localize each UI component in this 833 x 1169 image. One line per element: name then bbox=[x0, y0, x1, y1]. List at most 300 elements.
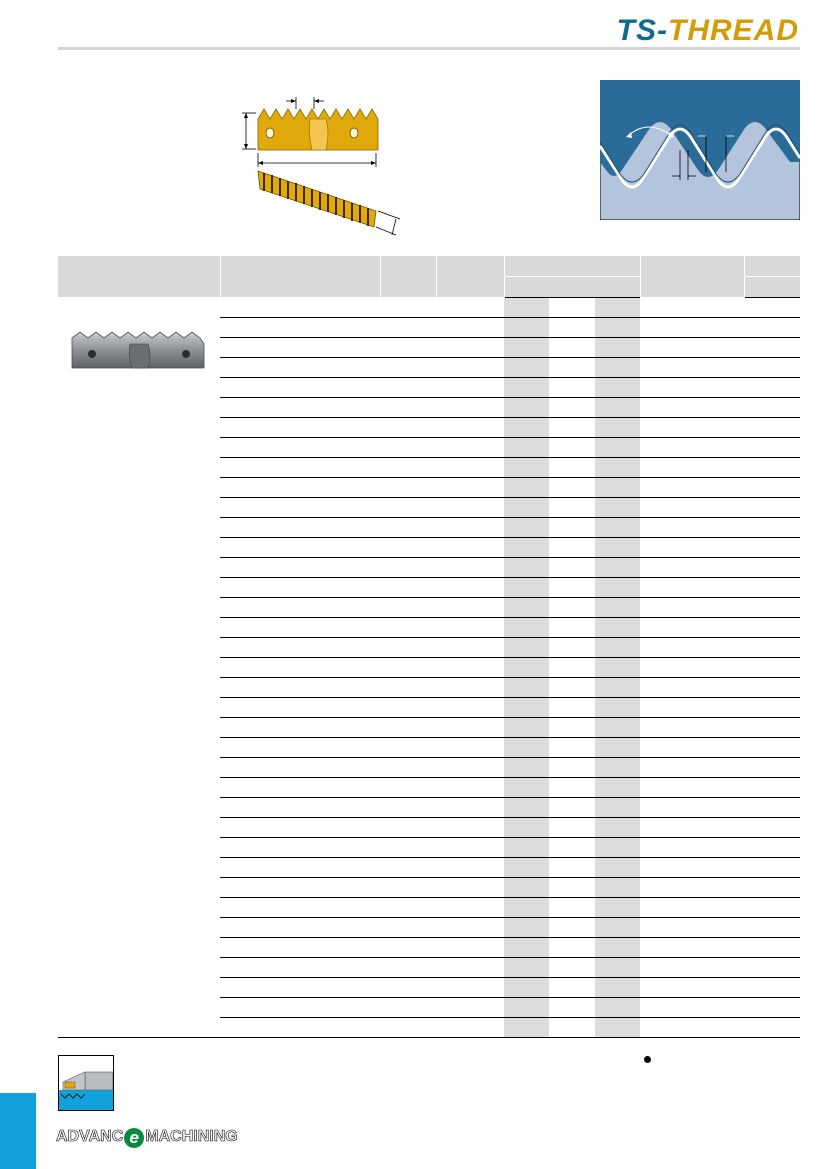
table-cell bbox=[504, 1018, 549, 1038]
header-cell bbox=[220, 256, 380, 298]
table-cell bbox=[436, 418, 504, 438]
table-cell bbox=[504, 718, 549, 738]
table-cell bbox=[220, 598, 380, 618]
table-cell bbox=[380, 498, 436, 518]
table-cell bbox=[549, 758, 595, 778]
table-cell bbox=[436, 378, 504, 398]
logo-prefix: TS- bbox=[616, 14, 668, 47]
table-cell bbox=[595, 338, 640, 358]
table-cell bbox=[436, 598, 504, 618]
table-cell bbox=[744, 1018, 800, 1038]
table-cell bbox=[549, 378, 595, 398]
table-cell bbox=[504, 738, 549, 758]
table-cell bbox=[504, 798, 549, 818]
table-cell bbox=[744, 418, 800, 438]
table-cell bbox=[549, 518, 595, 538]
table-cell bbox=[504, 918, 549, 938]
table-cell bbox=[640, 798, 744, 818]
table-cell bbox=[220, 298, 380, 318]
table-cell bbox=[640, 818, 744, 838]
table-cell bbox=[380, 978, 436, 998]
table-cell bbox=[640, 358, 744, 378]
table-cell bbox=[744, 598, 800, 618]
stock-bullet-icon bbox=[644, 1056, 651, 1063]
table-cell bbox=[595, 978, 640, 998]
table-cell bbox=[436, 718, 504, 738]
table-body bbox=[58, 298, 800, 1038]
table-cell bbox=[220, 778, 380, 798]
table-cell bbox=[595, 918, 640, 938]
header-cell bbox=[436, 256, 504, 298]
table-cell bbox=[595, 498, 640, 518]
table-cell bbox=[549, 1018, 595, 1038]
table-cell bbox=[436, 758, 504, 778]
table-cell bbox=[436, 998, 504, 1018]
table-cell bbox=[744, 718, 800, 738]
table-cell bbox=[220, 378, 380, 398]
table-cell bbox=[640, 498, 744, 518]
table-cell bbox=[640, 878, 744, 898]
table-cell bbox=[744, 898, 800, 918]
table-cell bbox=[640, 958, 744, 978]
table-cell bbox=[504, 878, 549, 898]
table-cell bbox=[436, 898, 504, 918]
table-cell bbox=[380, 678, 436, 698]
table-cell bbox=[220, 818, 380, 838]
table-cell bbox=[220, 518, 380, 538]
section-tab bbox=[0, 1093, 36, 1169]
table-cell bbox=[744, 758, 800, 778]
table-cell bbox=[595, 598, 640, 618]
table-cell bbox=[640, 438, 744, 458]
header-rule bbox=[58, 47, 800, 50]
table-cell bbox=[436, 398, 504, 418]
table-cell bbox=[744, 638, 800, 658]
table-cell bbox=[380, 998, 436, 1018]
table-cell bbox=[549, 678, 595, 698]
table-cell bbox=[504, 298, 549, 318]
table-cell bbox=[436, 518, 504, 538]
brand-left: ADVANC bbox=[56, 1128, 124, 1145]
table-cell bbox=[436, 578, 504, 598]
table-cell bbox=[220, 738, 380, 758]
table-cell bbox=[595, 838, 640, 858]
table-cell bbox=[436, 338, 504, 358]
table-cell bbox=[436, 958, 504, 978]
table-cell bbox=[549, 598, 595, 618]
table-cell bbox=[549, 318, 595, 338]
table-cell bbox=[220, 638, 380, 658]
table-cell bbox=[504, 418, 549, 438]
table-cell bbox=[380, 378, 436, 398]
header-cell bbox=[744, 256, 800, 277]
table-cell bbox=[504, 458, 549, 478]
table-cell bbox=[595, 458, 640, 478]
table-cell bbox=[549, 298, 595, 318]
table-cell bbox=[380, 938, 436, 958]
table-cell bbox=[640, 678, 744, 698]
table-cell bbox=[380, 918, 436, 938]
table-cell bbox=[380, 1018, 436, 1038]
table-cell bbox=[549, 938, 595, 958]
table-cell bbox=[744, 378, 800, 398]
table-cell bbox=[380, 478, 436, 498]
table-cell bbox=[380, 398, 436, 418]
table-cell bbox=[380, 538, 436, 558]
table-cell bbox=[436, 498, 504, 518]
table-cell bbox=[744, 958, 800, 978]
table-cell bbox=[380, 758, 436, 778]
table-cell bbox=[220, 698, 380, 718]
table-cell bbox=[436, 538, 504, 558]
table-cell bbox=[380, 598, 436, 618]
table-cell bbox=[549, 658, 595, 678]
table-cell bbox=[380, 298, 436, 318]
table-cell bbox=[640, 758, 744, 778]
table-cell bbox=[744, 938, 800, 958]
table-cell bbox=[436, 818, 504, 838]
table-cell bbox=[744, 818, 800, 838]
table-cell bbox=[380, 958, 436, 978]
brand-e-icon: e bbox=[124, 1128, 144, 1148]
table-cell bbox=[220, 358, 380, 378]
table-cell bbox=[504, 858, 549, 878]
table-cell bbox=[744, 478, 800, 498]
table-cell bbox=[380, 698, 436, 718]
table-cell bbox=[640, 318, 744, 338]
table-cell bbox=[595, 738, 640, 758]
table-cell bbox=[744, 498, 800, 518]
table-cell bbox=[549, 578, 595, 598]
table-cell bbox=[640, 918, 744, 938]
table-cell bbox=[504, 658, 549, 678]
table-cell bbox=[595, 518, 640, 538]
table-cell bbox=[640, 298, 744, 318]
table-cell bbox=[504, 398, 549, 418]
table-cell bbox=[220, 538, 380, 558]
table-cell bbox=[744, 698, 800, 718]
table-cell bbox=[436, 798, 504, 818]
table-cell bbox=[595, 958, 640, 978]
table-cell bbox=[504, 538, 549, 558]
table-cell bbox=[595, 298, 640, 318]
table-cell bbox=[549, 918, 595, 938]
table-cell bbox=[595, 418, 640, 438]
table-cell bbox=[380, 318, 436, 338]
table-cell bbox=[640, 618, 744, 638]
table-cell bbox=[595, 558, 640, 578]
table-cell bbox=[220, 918, 380, 938]
table-cell bbox=[744, 358, 800, 378]
table-cell bbox=[380, 638, 436, 658]
table-cell bbox=[504, 898, 549, 918]
table-cell bbox=[504, 378, 549, 398]
advance-machining-logo bbox=[56, 1128, 238, 1148]
table-cell bbox=[640, 938, 744, 958]
table-cell bbox=[595, 358, 640, 378]
table-cell bbox=[640, 578, 744, 598]
product-image-cell bbox=[58, 298, 220, 1038]
table-cell bbox=[549, 818, 595, 838]
table-cell bbox=[504, 958, 549, 978]
table-cell bbox=[549, 558, 595, 578]
table-cell bbox=[640, 718, 744, 738]
table-cell bbox=[640, 738, 744, 758]
table-cell bbox=[220, 578, 380, 598]
table-cell bbox=[595, 438, 640, 458]
header-cell bbox=[504, 277, 640, 298]
table-cell bbox=[220, 438, 380, 458]
table-cell bbox=[549, 838, 595, 858]
table-cell bbox=[436, 298, 504, 318]
table-cell bbox=[640, 838, 744, 858]
table-cell bbox=[640, 898, 744, 918]
table-cell bbox=[220, 618, 380, 638]
table-cell bbox=[549, 878, 595, 898]
table-cell bbox=[744, 998, 800, 1018]
table-cell bbox=[504, 698, 549, 718]
table-cell bbox=[595, 618, 640, 638]
table-cell bbox=[640, 698, 744, 718]
table-cell bbox=[380, 618, 436, 638]
table-cell bbox=[640, 378, 744, 398]
table-cell bbox=[549, 538, 595, 558]
logo-suffix: THREAD bbox=[668, 14, 799, 47]
table-cell bbox=[436, 458, 504, 478]
table-cell bbox=[549, 958, 595, 978]
table-cell bbox=[436, 438, 504, 458]
table-cell bbox=[595, 638, 640, 658]
table-cell bbox=[595, 718, 640, 738]
insert-dimension-drawing bbox=[230, 95, 420, 245]
table-cell bbox=[504, 778, 549, 798]
table-cell bbox=[436, 1018, 504, 1038]
table-cell bbox=[549, 998, 595, 1018]
table-cell bbox=[436, 778, 504, 798]
table-cell bbox=[549, 618, 595, 638]
table-cell bbox=[595, 398, 640, 418]
table-cell bbox=[744, 438, 800, 458]
table-cell bbox=[504, 558, 549, 578]
table-cell bbox=[640, 458, 744, 478]
table-cell bbox=[220, 758, 380, 778]
table-cell bbox=[744, 578, 800, 598]
table-row bbox=[58, 298, 800, 318]
table-cell bbox=[640, 858, 744, 878]
table-cell bbox=[220, 338, 380, 358]
table-cell bbox=[504, 998, 549, 1018]
table-cell bbox=[436, 938, 504, 958]
table-cell bbox=[220, 498, 380, 518]
table-cell bbox=[744, 838, 800, 858]
insert-photo bbox=[68, 328, 208, 372]
table-cell bbox=[744, 458, 800, 478]
header-cell bbox=[640, 256, 744, 298]
table-cell bbox=[436, 478, 504, 498]
table-cell bbox=[744, 658, 800, 678]
table-cell bbox=[380, 518, 436, 538]
table-cell bbox=[436, 658, 504, 678]
table-cell bbox=[504, 498, 549, 518]
table-cell bbox=[744, 978, 800, 998]
table-cell bbox=[595, 998, 640, 1018]
table-cell bbox=[220, 1018, 380, 1038]
table-cell bbox=[744, 398, 800, 418]
table-cell bbox=[436, 978, 504, 998]
table-cell bbox=[220, 678, 380, 698]
table-cell bbox=[744, 338, 800, 358]
table-cell bbox=[380, 838, 436, 858]
table-cell bbox=[436, 878, 504, 898]
table-cell bbox=[595, 938, 640, 958]
table-cell bbox=[380, 738, 436, 758]
table-cell bbox=[549, 478, 595, 498]
table-cell bbox=[504, 818, 549, 838]
table-cell bbox=[744, 918, 800, 938]
table-cell bbox=[549, 718, 595, 738]
table-cell bbox=[549, 738, 595, 758]
table-cell bbox=[549, 978, 595, 998]
table-cell bbox=[595, 878, 640, 898]
table-cell bbox=[504, 578, 549, 598]
table-cell bbox=[595, 1018, 640, 1038]
table-cell bbox=[380, 878, 436, 898]
table-cell bbox=[380, 338, 436, 358]
table-cell bbox=[549, 458, 595, 478]
table-cell bbox=[380, 718, 436, 738]
table-cell bbox=[640, 998, 744, 1018]
table-cell bbox=[504, 678, 549, 698]
table-cell bbox=[640, 1018, 744, 1038]
table-cell bbox=[744, 618, 800, 638]
table-cell bbox=[744, 778, 800, 798]
table-cell bbox=[436, 678, 504, 698]
table-cell bbox=[640, 558, 744, 578]
table-cell bbox=[380, 658, 436, 678]
table-cell bbox=[549, 358, 595, 378]
table-cell bbox=[504, 438, 549, 458]
table-cell bbox=[549, 638, 595, 658]
table-cell bbox=[640, 418, 744, 438]
table-cell bbox=[220, 898, 380, 918]
table-cell bbox=[744, 518, 800, 538]
table-cell bbox=[549, 498, 595, 518]
table-cell bbox=[436, 858, 504, 878]
table-cell bbox=[220, 998, 380, 1018]
table-cell bbox=[549, 898, 595, 918]
table-cell bbox=[744, 738, 800, 758]
table-cell bbox=[380, 778, 436, 798]
table-cell bbox=[549, 418, 595, 438]
table-cell bbox=[595, 378, 640, 398]
table-cell bbox=[504, 838, 549, 858]
table-cell bbox=[595, 698, 640, 718]
table-cell bbox=[220, 558, 380, 578]
table-cell bbox=[504, 758, 549, 778]
table-cell bbox=[595, 678, 640, 698]
table-cell bbox=[380, 558, 436, 578]
table-cell bbox=[595, 538, 640, 558]
table-cell bbox=[220, 838, 380, 858]
table-cell bbox=[549, 698, 595, 718]
table-cell bbox=[436, 318, 504, 338]
table-cell bbox=[744, 678, 800, 698]
table-cell bbox=[380, 438, 436, 458]
table-cell bbox=[380, 578, 436, 598]
table-cell bbox=[640, 598, 744, 618]
table-cell bbox=[744, 878, 800, 898]
table-cell bbox=[380, 798, 436, 818]
header-cell bbox=[380, 256, 436, 298]
table-cell bbox=[504, 638, 549, 658]
table-cell bbox=[744, 318, 800, 338]
table-cell bbox=[504, 478, 549, 498]
table-cell bbox=[595, 778, 640, 798]
table-cell bbox=[504, 938, 549, 958]
table-cell bbox=[744, 538, 800, 558]
table-cell bbox=[220, 658, 380, 678]
table-cell bbox=[436, 638, 504, 658]
table-cell bbox=[436, 358, 504, 378]
table-cell bbox=[380, 858, 436, 878]
table-cell bbox=[220, 398, 380, 418]
table-cell bbox=[220, 318, 380, 338]
table-cell bbox=[640, 478, 744, 498]
table-cell bbox=[744, 298, 800, 318]
table-cell bbox=[504, 318, 549, 338]
table-cell bbox=[220, 418, 380, 438]
table-cell bbox=[595, 758, 640, 778]
header-cell bbox=[744, 277, 800, 298]
header-cell bbox=[58, 256, 220, 298]
table-cell bbox=[640, 538, 744, 558]
table-cell bbox=[436, 698, 504, 718]
table-cell bbox=[549, 858, 595, 878]
table-cell bbox=[504, 358, 549, 378]
table-cell bbox=[549, 338, 595, 358]
table-cell bbox=[220, 798, 380, 818]
table-cell bbox=[504, 978, 549, 998]
brand-right: MACHINING bbox=[145, 1128, 238, 1145]
table-cell bbox=[436, 738, 504, 758]
table-cell bbox=[549, 438, 595, 458]
table-cell bbox=[504, 518, 549, 538]
table-cell bbox=[220, 878, 380, 898]
header-cell bbox=[504, 256, 640, 277]
table-cell bbox=[380, 898, 436, 918]
table-cell bbox=[504, 618, 549, 638]
table-cell bbox=[504, 338, 549, 358]
table-cell bbox=[436, 558, 504, 578]
table-cell bbox=[640, 658, 744, 678]
table-cell bbox=[595, 818, 640, 838]
thread-profile-diagram bbox=[600, 80, 800, 220]
table-cell bbox=[595, 658, 640, 678]
table-cell bbox=[595, 858, 640, 878]
table-cell bbox=[220, 458, 380, 478]
table-cell bbox=[640, 518, 744, 538]
table-cell bbox=[380, 458, 436, 478]
table-cell bbox=[220, 958, 380, 978]
table-cell bbox=[595, 898, 640, 918]
table-cell bbox=[744, 558, 800, 578]
table-cell bbox=[549, 398, 595, 418]
table-cell bbox=[640, 778, 744, 798]
product-table bbox=[58, 256, 800, 1038]
table-cell bbox=[504, 598, 549, 618]
table-cell bbox=[380, 818, 436, 838]
table-header-row-1 bbox=[58, 256, 800, 277]
